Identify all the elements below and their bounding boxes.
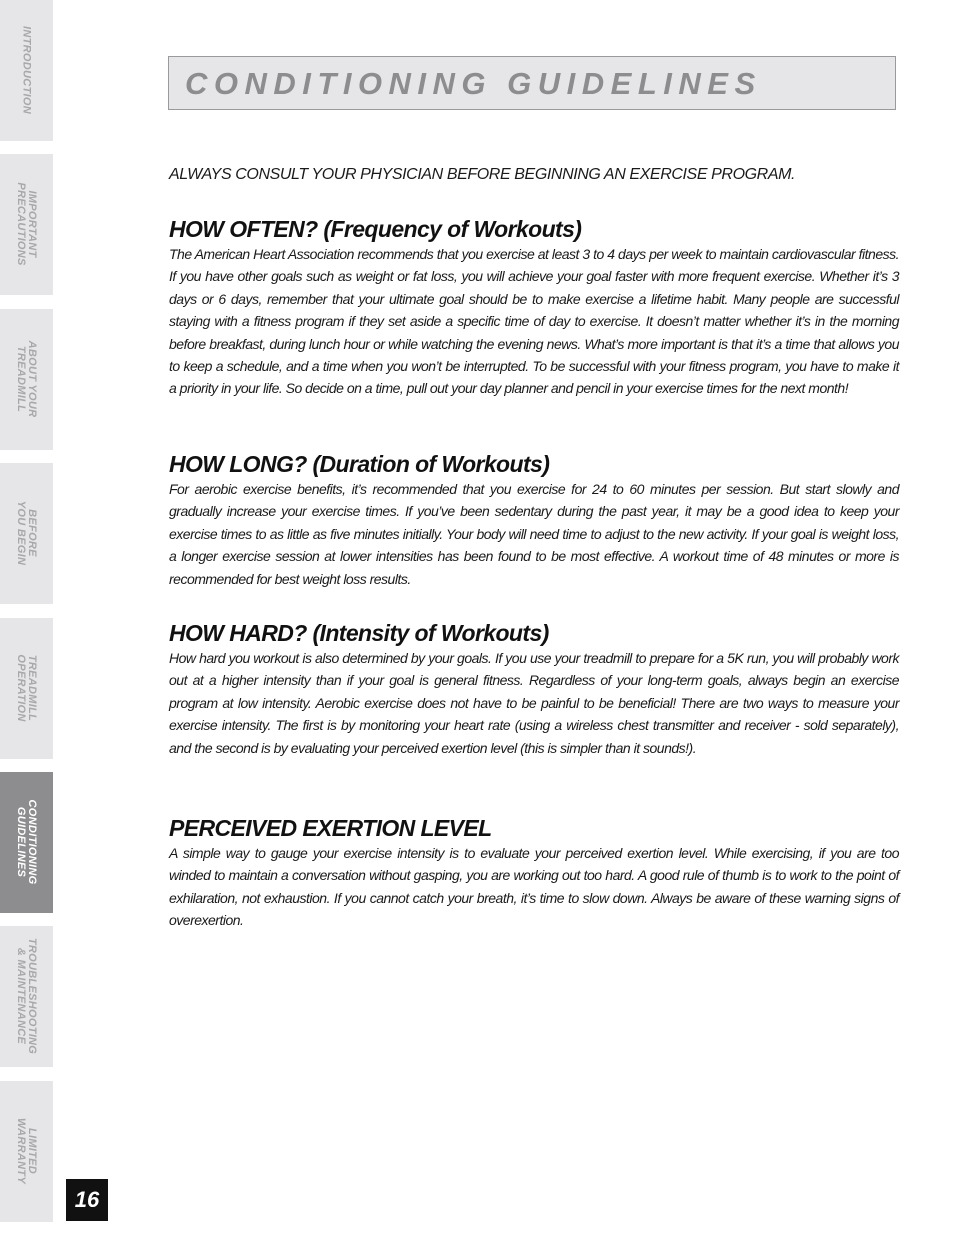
tab-introduction[interactable] (0, 0, 53, 141)
tab-label: ABOUT YOUR TREADMILL (15, 340, 38, 418)
tab-label: LIMITED WARRANTY (15, 1118, 38, 1184)
tab-label: CONDITIONING GUIDELINES (15, 799, 38, 885)
tab-conditioning-guidelines[interactable] (0, 772, 53, 913)
page-title-banner (168, 56, 896, 110)
tab-label: TREADMILL OPERATION (15, 654, 38, 722)
tab-label: TROUBLESHOOTING & MAINTENANCE (15, 937, 38, 1055)
tab-limited-warranty[interactable] (0, 1081, 53, 1222)
tab-important-precautions[interactable] (0, 154, 53, 295)
page-title: CONDITIONING GUIDELINES (185, 66, 762, 101)
section-how-long (169, 450, 899, 590)
section-tab-nav (0, 0, 53, 1235)
tab-troubleshooting-maintenance[interactable] (0, 926, 53, 1067)
page-number: 16 (66, 1179, 108, 1221)
tab-before-you-begin[interactable] (0, 463, 53, 604)
section-heading: HOW OFTEN? (Frequency of Workouts) (169, 216, 582, 242)
physician-warning: ALWAYS CONSULT YOUR PHYSICIAN BEFORE BEGINNING AN EXERCISE PROGRAM. (169, 166, 796, 183)
section-body: How hard you workout is also determined by your goals. If you use your treadmill to prepare for a 5K run, you will probably work out at a higher intensity than if your goal is general fitness. Regardless of your long-term goals, always begin an exercise program at low intensity. Aerobic exercise does not have to be painful to be beneficial! There are two ways to measure your exercise intensity. The first is by monitoring your heart rate (using a wireless chest transmitter and receiver - sold separately), and the second is by evaluating your perceived exertion level (this is simpler than it sounds!). (169, 650, 899, 756)
section-heading: PERCEIVED EXERTION LEVEL (169, 815, 492, 841)
section-body: The American Heart Association recommends that you exercise at least 3 to 4 days per week to maintain cardiovascular fitness. If you have other goals such as weight or fat loss, you will achieve your goal faster with more frequent exercise. Whether it’s 3 days or 6 days, remember that your ultimate goal should be to make exercise a lifetime habit. Many people are successful staying with a fitness program if they set aside a specific time of day to exercise. It doesn’t matter whether it’s in the morning before breakfast, during lunch hour or while watching the evening news. What’s more important is that it’s a time that allows you to keep a schedule, and a time when you won’t be interrupted. To be successful with your fitness program, you have to make it a priority in your life. So decide on a time, pull out your day planner and pencil in your exercise times for the next month! (169, 246, 899, 397)
section-how-often (169, 215, 899, 400)
section-body: A simple way to gauge your exercise intensity is to evaluate your perceived exertion level. While exercising, if you are too winded to maintain a conversation without gasping, you are working out too hard. A good rule of thumb is to work to the point of exhilaration, not exhaustion. If you cannot catch your breath, it’s time to slow down. Always be aware of these warning signs of overexertion. (169, 845, 899, 929)
tab-about-your-treadmill[interactable] (0, 309, 53, 450)
section-how-hard (169, 619, 899, 759)
section-heading: HOW LONG? (Duration of Workouts) (169, 451, 550, 477)
section-perceived-exertion (169, 814, 899, 932)
tab-label: INTRODUCTION (20, 26, 33, 114)
tab-label: IMPORTANT PRECAUTIONS (15, 182, 38, 266)
tab-treadmill-operation[interactable] (0, 618, 53, 759)
section-heading: HOW HARD? (Intensity of Workouts) (169, 620, 549, 646)
section-body: For aerobic exercise benefits, it’s recommended that you exercise for 24 to 60 minutes per session. But start slowly and gradually increase your exercise times. If you’ve been sedentary during the past year, it may be a good idea to keep your exercise times to as little as five minutes initially. Your body will need time to adjust to the new activity. If your goal is weight loss, a longer exercise session at lower intensities has been found to be most effective. A workout time of 48 minutes or more is recommended for best weight loss results. (169, 481, 899, 587)
tab-label: BEFORE YOU BEGIN (15, 500, 38, 566)
